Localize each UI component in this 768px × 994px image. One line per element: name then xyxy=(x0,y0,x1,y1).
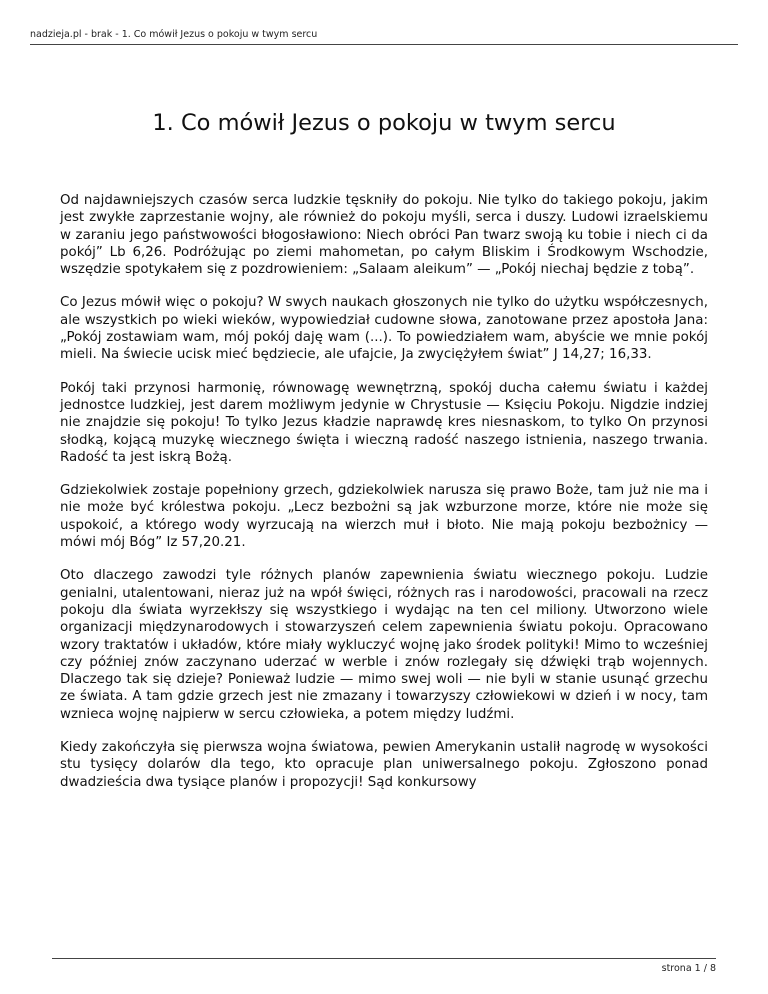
document-body xyxy=(60,192,708,807)
paragraph: Pokój taki przynosi harmonię, równowagę wewnętrzną, spokój ducha całemu światu i każdej jednostce ludzkiej, jest darem możliwym jedynie w Chrystusie — Księciu Pokoju. Nigdzie indziej nie znajdzie się pokoju! To tylko Jezus kładzie naprawdę kres niesnaskom, to tylko On przynosi słodką, kojącą muzykę wiecznego święta i wieczną radość naszego istnienia, naszego trwania. Radość ta jest iskrą Bożą. xyxy=(60,380,708,465)
header-divider xyxy=(30,44,738,45)
paragraph: Gdziekolwiek zostaje popełniony grzech, gdziekolwiek narusza się prawo Boże, tam już nie ma i nie może być królestwa pokoju. „Lecz bezbożni są jak wzburzone morze, które nie może się uspokoić, a którego wody wyrzucają na wierzch muł i błoto. Nie mają pokoju bezbożnicy — mówi mój Bóg” Iz 57,20.21. xyxy=(60,483,708,551)
document-title: 1. Co mówił Jezus o pokoju w twym sercu xyxy=(152,110,616,136)
page-header: nadzieja.pl - brak - 1. Co mówił Jezus o pokoju w twym sercu xyxy=(30,29,318,40)
paragraph: Od najdawniejszych czasów serca ludzkie tęskniły do pokoju. Nie tylko do takiego pokoju, jakim jest zwykłe zaprzestanie wojny, ale również do pokoju myśli, serca i duszy. Ludowi izraelskiemu w zaraniu jego państwowości błogosławiono: Niech obróci Pan twarz swoją ku tobie i niech ci da pokój” Lb 6,26. Podróżując po ziemi mahometan, po całym Bliskim i Środkowym Wschodzie, wszędzie spotykałem się z pozdrowieniem: „Salaam aleikum” — „Pokój niechaj będzie z tobą”. xyxy=(60,193,708,278)
page-number: strona 1 / 8 xyxy=(661,963,716,974)
paragraph: Oto dlaczego zawodzi tyle różnych planów zapewnienia światu wiecznego pokoju. Ludzie genialni, utalentowani, nieraz już na wpół święci, różnych ras i narodowości, pracowali na rzecz pokoju dla świata wyrzekłszy się wszystkiego i wydając na ten cel miliony. Utworzono wiele organizacji międzynarodowych i stowarzyszeń celem zapewnienia światu pokoju. Opracowano wzory traktatów i układów, które miały wykluczyć wojnę jako środek polityki! Mimo to wcześniej czy później znów zaczynano uderzać w werble i znów rozlegały się dźwięki trąb wojennych. Dlaczego tak się dzieje? Ponieważ ludzie — mimo swej woli — nie byli w stanie usunąć grzechu ze świata. A tam gdzie grzech jest nie zmazany i towarzyszy człowiekowi w dzień i w nocy, tam wznieca wojnę najpierw w sercu człowieka, a potem między ludźmi. xyxy=(60,568,708,722)
paragraph: Co Jezus mówił więc o pokoju? W swych naukach głoszonych nie tylko do użytku współczesnych, ale wszystkich po wieki wieków, wypowiedział cudowne słowa, zanotowane przez apostoła Jana: „Pokój zostawiam wam, mój pokój daję wam (...). To powiedziałem wam, abyście we mnie pokój mieli. Na świecie ucisk mieć będziecie, ale ufajcie, Ja zwyciężyłem świat” J 14,27; 16,33. xyxy=(60,295,708,363)
footer-divider xyxy=(52,958,716,959)
paragraph: Kiedy zakończyła się pierwsza wojna światowa, pewien Amerykanin ustalił nagrodę w wysokości stu tysięcy dolarów dla tego, kto opracuje plan uniwersalnego pokoju. Zgłoszono ponad dwadzieścia dwa tysiące planów i propozycji! Sąd konkursowy xyxy=(60,740,708,790)
